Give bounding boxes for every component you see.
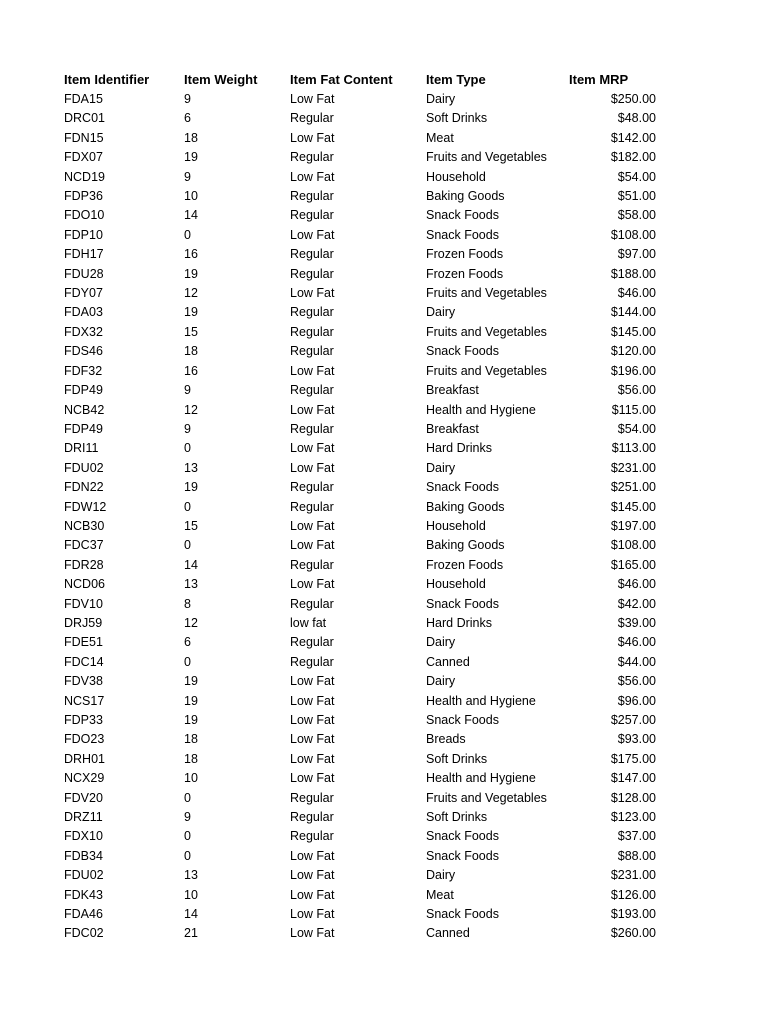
cell-item-weight: 9: [184, 169, 191, 184]
cell-item-identifier: FDC14: [64, 654, 104, 669]
cell-item-weight: 18: [184, 344, 198, 359]
table-body: [64, 90, 656, 944]
table-row: [64, 536, 656, 555]
cell-item-weight: 0: [184, 499, 191, 514]
table-row: [64, 265, 656, 284]
cell-item-fat-content: Low Fat: [290, 169, 335, 184]
cell-item-mrp: $42.00: [617, 596, 656, 611]
cell-item-mrp: $46.00: [617, 577, 656, 592]
cell-item-weight: 19: [184, 266, 198, 281]
cell-item-identifier: FDO10: [64, 208, 105, 223]
cell-item-mrp: $144.00: [610, 305, 656, 320]
table-row: [64, 109, 656, 128]
cell-item-identifier: FDP33: [64, 713, 103, 727]
cell-item-fat-content: Regular: [290, 635, 334, 650]
cell-item-fat-content: Regular: [290, 480, 334, 495]
cell-item-mrp: $145.00: [610, 324, 656, 339]
cell-item-identifier: FDA46: [64, 907, 103, 922]
cell-item-type: Fruits and Vegetables: [426, 363, 547, 378]
cell-item-weight: 12: [184, 286, 198, 301]
cell-item-mrp: $147.00: [610, 771, 656, 786]
cell-item-weight: 15: [184, 324, 198, 339]
cell-item-weight: 8: [184, 596, 191, 611]
table-row: [64, 129, 656, 148]
cell-item-fat-content: Low Fat: [290, 130, 335, 145]
table-row: [64, 769, 656, 788]
header-item-mrp: Item MRP: [569, 72, 629, 87]
cell-item-type: Dairy: [426, 868, 456, 883]
cell-item-fat-content: Regular: [290, 499, 334, 514]
cell-item-type: Baking Goods: [426, 189, 505, 204]
cell-item-identifier: FDU02: [64, 460, 104, 475]
cell-item-type: Soft Drinks: [426, 810, 488, 825]
cell-item-fat-content: Low Fat: [290, 674, 335, 689]
cell-item-weight: 10: [184, 189, 198, 204]
cell-item-identifier: DRZ11: [64, 810, 103, 825]
cell-item-type: Health and Hygiene: [426, 771, 536, 786]
cell-item-mrp: $123.00: [610, 810, 656, 825]
cell-item-mrp: $54.00: [617, 421, 656, 436]
cell-item-fat-content: low fat: [290, 615, 327, 630]
table-row: [64, 847, 656, 866]
cell-item-type: Household: [426, 577, 486, 592]
cell-item-fat-content: Regular: [290, 654, 334, 669]
cell-item-fat-content: Regular: [290, 305, 334, 320]
cell-item-mrp: $231.00: [610, 868, 656, 883]
item-table: [64, 69, 656, 944]
header-item-identifier: Item Identifier: [64, 72, 150, 87]
cell-item-mrp: $37.00: [617, 829, 656, 844]
table-row: [64, 575, 656, 594]
table-row: [64, 905, 656, 924]
cell-item-identifier: FDC37: [64, 538, 104, 553]
cell-item-mrp: $108.00: [610, 227, 656, 242]
cell-item-identifier: FDP10: [64, 227, 103, 242]
cell-item-identifier: NCS17: [64, 693, 105, 708]
cell-item-type: Household: [426, 518, 486, 533]
cell-item-fat-content: Low Fat: [290, 887, 335, 902]
table-row: [64, 517, 656, 536]
cell-item-fat-content: Low Fat: [290, 693, 335, 708]
cell-item-mrp: $46.00: [617, 286, 656, 301]
cell-item-fat-content: Regular: [290, 266, 334, 281]
cell-item-mrp: $44.00: [617, 654, 656, 669]
cell-item-fat-content: Low Fat: [290, 286, 335, 301]
cell-item-fat-content: Regular: [290, 596, 334, 611]
table-row: [64, 362, 656, 381]
cell-item-mrp: $113.00: [611, 441, 656, 456]
cell-item-mrp: $96.00: [617, 693, 656, 708]
cell-item-fat-content: Regular: [290, 557, 334, 572]
cell-item-identifier: FDR28: [64, 557, 104, 572]
cell-item-weight: 16: [184, 247, 198, 262]
cell-item-weight: 18: [184, 130, 198, 145]
cell-item-type: Frozen Foods: [426, 557, 504, 572]
cell-item-identifier: FDX10: [64, 829, 103, 844]
cell-item-type: Dairy: [426, 305, 456, 320]
cell-item-weight: 14: [184, 208, 198, 223]
cell-item-fat-content: Low Fat: [290, 868, 335, 883]
cell-item-fat-content: Low Fat: [290, 227, 335, 242]
cell-item-mrp: $142.00: [610, 130, 656, 145]
cell-item-fat-content: Regular: [290, 189, 334, 204]
cell-item-weight: 9: [184, 92, 191, 106]
table-row: [64, 886, 656, 905]
cell-item-identifier: NCD19: [64, 169, 105, 184]
cell-item-fat-content: Regular: [290, 247, 334, 262]
cell-item-mrp: $257.00: [610, 713, 656, 727]
cell-item-mrp: $197.00: [610, 518, 656, 533]
cell-item-identifier: FDX07: [64, 150, 103, 165]
cell-item-identifier: FDV20: [64, 790, 103, 805]
cell-item-type: Frozen Foods: [426, 266, 504, 281]
cell-item-identifier: FDP49: [64, 421, 103, 436]
cell-item-mrp: $145.00: [610, 499, 656, 514]
cell-item-identifier: FDU02: [64, 868, 104, 883]
cell-item-type: Meat: [426, 130, 454, 145]
cell-item-fat-content: Low Fat: [290, 441, 335, 456]
header-item-type: Item Type: [426, 72, 486, 87]
table-row: [64, 420, 656, 439]
cell-item-identifier: FDA03: [64, 305, 103, 320]
table-row: [64, 789, 656, 808]
cell-item-type: Snack Foods: [426, 227, 499, 242]
cell-item-fat-content: Regular: [290, 829, 334, 844]
table-row: [64, 303, 656, 322]
table-row: [64, 498, 656, 517]
cell-item-weight: 6: [184, 111, 191, 126]
cell-item-weight: 15: [184, 518, 198, 533]
table-row: [64, 245, 656, 264]
cell-item-mrp: $56.00: [617, 674, 656, 689]
header-item-fat-content: Item Fat Content: [290, 72, 393, 87]
table-row: [64, 827, 656, 846]
cell-item-type: Hard Drinks: [426, 615, 492, 630]
cell-item-mrp: $56.00: [617, 383, 656, 398]
cell-item-identifier: FDN15: [64, 130, 104, 145]
cell-item-weight: 13: [184, 868, 198, 883]
cell-item-weight: 16: [184, 363, 198, 378]
cell-item-weight: 18: [184, 732, 198, 747]
table-row: [64, 90, 656, 109]
cell-item-fat-content: Low Fat: [290, 538, 335, 553]
cell-item-type: Health and Hygiene: [426, 693, 536, 708]
cell-item-type: Household: [426, 169, 486, 184]
cell-item-weight: 6: [184, 635, 191, 650]
table-row: [64, 284, 656, 303]
cell-item-mrp: $120.00: [610, 344, 656, 359]
cell-item-weight: 0: [184, 441, 191, 456]
cell-item-mrp: $51.00: [617, 189, 656, 204]
cell-item-mrp: $115.00: [611, 402, 656, 417]
table-row: [64, 342, 656, 361]
cell-item-identifier: FDO23: [64, 732, 105, 747]
cell-item-weight: 12: [184, 615, 198, 630]
cell-item-identifier: FDF32: [64, 363, 103, 378]
table-row: [64, 653, 656, 672]
cell-item-type: Dairy: [426, 674, 456, 689]
cell-item-fat-content: Regular: [290, 790, 334, 805]
cell-item-type: Meat: [426, 887, 454, 902]
cell-item-fat-content: Regular: [290, 810, 334, 825]
cell-item-identifier: FDE51: [64, 635, 103, 650]
cell-item-type: Canned: [426, 654, 470, 669]
table-row: [64, 206, 656, 225]
cell-item-identifier: FDP49: [64, 383, 103, 398]
cell-item-weight: 13: [184, 577, 198, 592]
cell-item-type: Breakfast: [426, 383, 479, 398]
cell-item-identifier: FDK43: [64, 887, 103, 902]
cell-item-type: Dairy: [426, 460, 456, 475]
cell-item-type: Snack Foods: [426, 829, 499, 844]
cell-item-type: Baking Goods: [426, 499, 505, 514]
cell-item-mrp: $250.00: [610, 92, 656, 106]
cell-item-identifier: FDN22: [64, 480, 104, 495]
cell-item-identifier: DRI11: [64, 441, 99, 456]
cell-item-identifier: NCB42: [64, 402, 105, 417]
cell-item-fat-content: Low Fat: [290, 92, 335, 106]
cell-item-identifier: DRH01: [64, 751, 105, 766]
cell-item-mrp: $39.00: [617, 615, 656, 630]
cell-item-fat-content: Low Fat: [290, 713, 335, 727]
cell-item-mrp: $46.00: [617, 635, 656, 650]
table-row: [64, 866, 656, 885]
cell-item-type: Fruits and Vegetables: [426, 150, 547, 165]
cell-item-mrp: $54.00: [617, 169, 656, 184]
cell-item-fat-content: Low Fat: [290, 771, 335, 786]
cell-item-type: Hard Drinks: [426, 441, 492, 456]
cell-item-mrp: $58.00: [617, 208, 656, 223]
table-row: [64, 711, 656, 730]
table-row: [64, 730, 656, 749]
table-row: [64, 556, 656, 575]
cell-item-mrp: $97.00: [617, 247, 656, 262]
table-row: [64, 226, 656, 245]
cell-item-type: Health and Hygiene: [426, 402, 536, 417]
table-row: [64, 672, 656, 691]
cell-item-fat-content: Regular: [290, 324, 334, 339]
cell-item-identifier: NCD06: [64, 577, 105, 592]
cell-item-mrp: $165.00: [610, 557, 656, 572]
cell-item-fat-content: Low Fat: [290, 460, 335, 475]
cell-item-identifier: FDY07: [64, 286, 103, 301]
cell-item-type: Dairy: [426, 92, 456, 106]
cell-item-weight: 9: [184, 383, 191, 398]
cell-item-fat-content: Low Fat: [290, 518, 335, 533]
cell-item-fat-content: Regular: [290, 150, 334, 165]
cell-item-type: Canned: [426, 926, 470, 941]
cell-item-weight: 14: [184, 907, 198, 922]
cell-item-identifier: FDV10: [64, 596, 103, 611]
cell-item-weight: 19: [184, 305, 198, 320]
cell-item-identifier: FDS46: [64, 344, 103, 359]
cell-item-weight: 14: [184, 557, 198, 572]
cell-item-weight: 19: [184, 674, 198, 689]
cell-item-type: Snack Foods: [426, 713, 499, 727]
table-row: [64, 187, 656, 206]
cell-item-type: Dairy: [426, 635, 456, 650]
cell-item-weight: 0: [184, 227, 191, 242]
cell-item-mrp: $196.00: [610, 363, 656, 378]
cell-item-mrp: $188.00: [610, 266, 656, 281]
cell-item-fat-content: Low Fat: [290, 926, 335, 941]
cell-item-mrp: $175.00: [610, 751, 656, 766]
cell-item-weight: 9: [184, 810, 191, 825]
cell-item-type: Snack Foods: [426, 480, 499, 495]
cell-item-weight: 18: [184, 751, 198, 766]
cell-item-weight: 0: [184, 654, 191, 669]
table-row: [64, 381, 656, 400]
cell-item-type: Snack Foods: [426, 848, 499, 863]
cell-item-weight: 19: [184, 713, 198, 727]
cell-item-fat-content: Low Fat: [290, 402, 335, 417]
cell-item-fat-content: Regular: [290, 421, 334, 436]
table-row: [64, 168, 656, 187]
cell-item-fat-content: Regular: [290, 344, 334, 359]
cell-item-fat-content: Low Fat: [290, 848, 335, 863]
cell-item-weight: 21: [184, 926, 198, 941]
cell-item-type: Fruits and Vegetables: [426, 324, 547, 339]
cell-item-identifier: FDU28: [64, 266, 104, 281]
spreadsheet: [64, 69, 664, 944]
cell-item-identifier: FDV38: [64, 674, 103, 689]
cell-item-mrp: $48.00: [617, 111, 656, 126]
cell-item-identifier: FDX32: [64, 324, 103, 339]
cell-item-identifier: FDB34: [64, 848, 103, 863]
table-row: [64, 401, 656, 420]
cell-item-weight: 0: [184, 829, 191, 844]
header-item-weight: Item Weight: [184, 72, 258, 87]
header-row: [64, 69, 656, 90]
cell-item-weight: 9: [184, 421, 191, 436]
cell-item-type: Breads: [426, 732, 466, 747]
cell-item-fat-content: Regular: [290, 383, 334, 398]
table-row: [64, 459, 656, 478]
cell-item-mrp: $193.00: [610, 907, 656, 922]
cell-item-fat-content: Low Fat: [290, 363, 335, 378]
cell-item-fat-content: Low Fat: [290, 577, 335, 592]
cell-item-weight: 19: [184, 480, 198, 495]
cell-item-type: Snack Foods: [426, 907, 499, 922]
cell-item-type: Fruits and Vegetables: [426, 286, 547, 301]
cell-item-mrp: $93.00: [617, 732, 656, 747]
cell-item-fat-content: Regular: [290, 208, 334, 223]
table-row: [64, 595, 656, 614]
cell-item-fat-content: Low Fat: [290, 751, 335, 766]
cell-item-identifier: FDC02: [64, 926, 104, 941]
cell-item-fat-content: Low Fat: [290, 732, 335, 747]
cell-item-type: Snack Foods: [426, 344, 499, 359]
cell-item-mrp: $108.00: [610, 538, 656, 553]
cell-item-identifier: FDA15: [64, 92, 103, 106]
cell-item-type: Snack Foods: [426, 208, 499, 223]
cell-item-identifier: FDH17: [64, 247, 104, 262]
cell-item-identifier: FDP36: [64, 189, 103, 204]
cell-item-mrp: $231.00: [610, 460, 656, 475]
table-row: [64, 692, 656, 711]
table-row: [64, 478, 656, 497]
table-row: [64, 439, 656, 458]
cell-item-mrp: $88.00: [617, 848, 656, 863]
cell-item-identifier: DRJ59: [64, 615, 103, 630]
cell-item-weight: 0: [184, 538, 191, 553]
cell-item-weight: 12: [184, 402, 198, 417]
cell-item-weight: 19: [184, 693, 198, 708]
table-row: [64, 633, 656, 652]
cell-item-identifier: FDW12: [64, 499, 107, 514]
table-row: [64, 750, 656, 769]
cell-item-weight: 10: [184, 771, 198, 786]
cell-item-identifier: NCX29: [64, 771, 105, 786]
cell-item-identifier: NCB30: [64, 518, 105, 533]
cell-item-mrp: $182.00: [610, 150, 656, 165]
cell-item-fat-content: Low Fat: [290, 907, 335, 922]
cell-item-identifier: DRC01: [64, 111, 105, 126]
cell-item-weight: 10: [184, 887, 198, 902]
cell-item-fat-content: Regular: [290, 111, 334, 126]
table-row: [64, 614, 656, 633]
table-row: [64, 148, 656, 167]
cell-item-type: Fruits and Vegetables: [426, 790, 547, 805]
table-row: [64, 323, 656, 342]
cell-item-type: Soft Drinks: [426, 111, 488, 126]
table-row: [64, 924, 656, 943]
cell-item-weight: 13: [184, 460, 198, 475]
cell-item-weight: 0: [184, 848, 191, 863]
cell-item-type: Snack Foods: [426, 596, 499, 611]
cell-item-type: Frozen Foods: [426, 247, 504, 262]
cell-item-mrp: $126.00: [610, 887, 656, 902]
cell-item-mrp: $260.00: [610, 926, 656, 941]
table-row: [64, 808, 656, 827]
cell-item-weight: 0: [184, 790, 191, 805]
cell-item-weight: 19: [184, 150, 198, 165]
cell-item-mrp: $128.00: [610, 790, 656, 805]
cell-item-type: Breakfast: [426, 421, 479, 436]
cell-item-type: Baking Goods: [426, 538, 505, 553]
cell-item-type: Soft Drinks: [426, 751, 488, 766]
cell-item-mrp: $251.00: [610, 480, 656, 495]
